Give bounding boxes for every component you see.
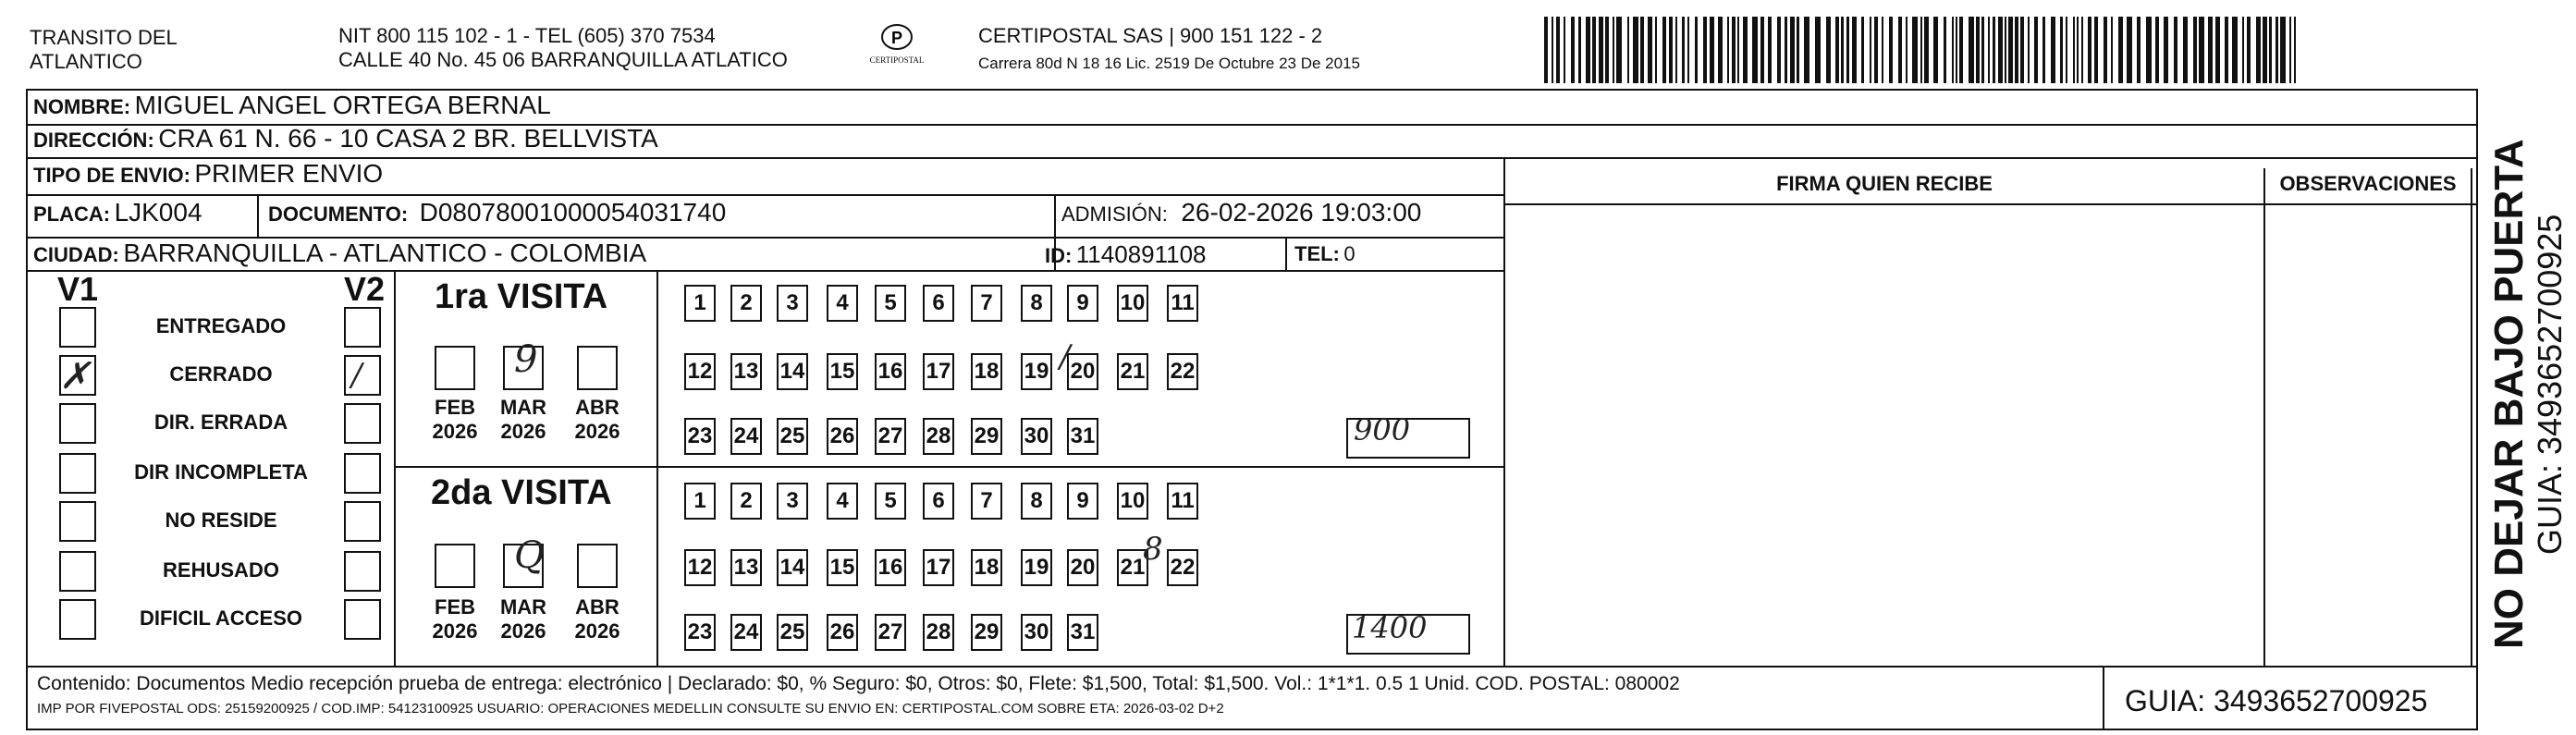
status-label: DIR. ERRADA xyxy=(153,410,288,434)
divider xyxy=(394,466,1503,468)
status-label: NO RESIDE xyxy=(165,508,277,532)
first-visit-day[interactable]: 4 xyxy=(827,285,858,322)
ciudad-row xyxy=(33,239,646,268)
status-label: DIR INCOMPLETA xyxy=(134,460,308,484)
imp-text: IMP POR FIVEPOSTAL ODS: 25159200925 / COD.IMP: 54123100925 USUARIO: OPERACIONES MEDELLIN CONSULTE SU ENVIO EN: CERTIPOSTAL.COM SOBRE ETA: 2026-03-02 D+2 xyxy=(37,701,1224,717)
barcode-bar xyxy=(1861,17,1864,83)
barcode-bar xyxy=(2294,17,2296,83)
barcode-bar xyxy=(1605,17,1609,83)
v2-checkbox[interactable] xyxy=(344,355,381,396)
divider xyxy=(2103,668,2104,730)
handwritten-mark: 8 xyxy=(1143,531,1163,568)
first-visit-day[interactable]: 9 xyxy=(1067,285,1098,322)
divider xyxy=(394,270,396,666)
barcode-bar xyxy=(1743,17,1748,83)
barcode-bar xyxy=(1846,17,1849,83)
second-visit-day[interactable]: 13 xyxy=(730,549,762,586)
first-visit-day[interactable]: 13 xyxy=(730,353,762,390)
barcode-bar xyxy=(2060,17,2063,83)
barcode-bar xyxy=(2164,17,2168,83)
second-visit-day[interactable]: 24 xyxy=(730,614,762,651)
barcode-bar xyxy=(2174,17,2177,83)
first-visit-day[interactable]: 6 xyxy=(923,285,954,322)
second-visit-day[interactable]: 12 xyxy=(684,549,716,586)
first-visit-day[interactable]: 23 xyxy=(684,418,716,455)
company-license: Carrera 80d N 18 16 Lic. 2519 De Octubre 23 De 2015 xyxy=(978,55,1360,72)
divider xyxy=(26,666,2478,668)
status-label: REHUSADO xyxy=(163,558,279,582)
v1-checkbox[interactable] xyxy=(59,453,96,494)
barcode-bar xyxy=(2005,17,2006,83)
v2-checkbox[interactable] xyxy=(344,599,381,640)
tel-value: 0 xyxy=(1343,242,1355,265)
barcode-bar xyxy=(1790,17,1795,83)
barcode-bar xyxy=(2081,17,2083,83)
barcode-bar xyxy=(2088,17,2091,83)
second-visit-day[interactable]: 17 xyxy=(923,549,954,586)
divider xyxy=(26,157,2478,159)
barcode-bar xyxy=(1703,17,1707,83)
barcode-bar xyxy=(2193,17,2197,83)
first-visit-day[interactable]: 11 xyxy=(1167,285,1198,322)
divider xyxy=(2471,168,2472,668)
second-visit-day[interactable]: 19 xyxy=(1021,549,1052,586)
handwritten-mark: 9 xyxy=(514,338,538,381)
barcode-bar xyxy=(1815,17,1821,83)
month-label: MAR xyxy=(499,595,547,619)
first-visit-day[interactable]: 27 xyxy=(875,418,906,455)
barcode-bar xyxy=(1874,17,1878,83)
first-visit-day[interactable]: 26 xyxy=(827,418,858,455)
barcode-bar xyxy=(2256,17,2261,83)
first-visit-day[interactable]: 18 xyxy=(971,353,1002,390)
second-visit-day[interactable]: 4 xyxy=(827,483,858,520)
no-dejar-bajo-puerta: NO DEJAR BAJO PUERTA xyxy=(2486,139,2532,649)
barcode-bar xyxy=(2247,17,2251,83)
barcode-bar xyxy=(1882,17,1883,83)
admision-label: ADMISIÓN: xyxy=(1061,202,1168,226)
barcode-bar xyxy=(1870,17,1871,83)
v2-cerrado-mark: / xyxy=(351,357,362,394)
barcode-bar xyxy=(1544,17,1548,83)
barcode-bar xyxy=(1959,17,1963,83)
second-visit-day[interactable]: 20 xyxy=(1067,549,1098,586)
second-visit-day[interactable]: 29 xyxy=(971,614,1002,651)
id-value: 1140891108 xyxy=(1075,240,1207,268)
contenido-text: Contenido: Documentos Medio recepción prueba de entrega: electrónico | Declarado: $0, % Seguro: $0, Otros: $0, Flete: $1,500, Total: $1,500. Vol.: 1*1*1. 0.5 1 Unid. COD. POSTAL: 080002 xyxy=(37,673,1680,694)
second-visit-month-box[interactable] xyxy=(435,544,475,588)
second-visit-day[interactable]: 15 xyxy=(827,549,858,586)
first-visit-day[interactable]: 14 xyxy=(777,353,808,390)
first-visit-day[interactable]: 28 xyxy=(923,418,954,455)
second-visit-day[interactable]: 5 xyxy=(875,483,906,520)
barcode-bar xyxy=(1695,17,1698,83)
barcode-bar xyxy=(1852,17,1857,83)
v1-label: V1 xyxy=(57,270,99,308)
barcode-bar xyxy=(2104,17,2107,83)
divider xyxy=(26,194,1505,196)
second-visit-title: 2da VISITA xyxy=(431,473,612,512)
placa-row xyxy=(33,198,202,227)
month-label: ABR xyxy=(575,595,619,619)
handwritten-mark: Q xyxy=(514,534,545,577)
second-visit-day[interactable]: 23 xyxy=(684,614,716,651)
barcode-bar xyxy=(1682,17,1685,83)
v1-checkbox[interactable] xyxy=(59,551,96,592)
barcode-bar xyxy=(1752,17,1758,83)
barcode-bar xyxy=(1944,17,1946,83)
first-visit-month-box[interactable] xyxy=(577,346,618,390)
first-visit-day[interactable]: 25 xyxy=(777,418,808,455)
barcode-bar xyxy=(2146,17,2152,83)
barcode-bar xyxy=(2111,17,2113,83)
divider xyxy=(656,270,658,666)
month-year: 2026 xyxy=(574,420,620,443)
second-visit-month-box[interactable] xyxy=(577,544,618,588)
firma-header: FIRMA QUIEN RECIBE xyxy=(1776,172,1993,195)
second-visit-day[interactable]: 11 xyxy=(1167,483,1198,520)
barcode-bar xyxy=(2034,17,2038,83)
first-visit-day[interactable]: 7 xyxy=(971,285,1002,322)
barcode-bar xyxy=(1727,17,1729,83)
nombre-label: NOMBRE: xyxy=(33,95,131,118)
second-visit-day[interactable]: 14 xyxy=(777,549,808,586)
nombre-value: MIGUEL ANGEL ORTEGA BERNAL xyxy=(134,91,551,119)
documento-value: D08078001000054031740 xyxy=(419,198,727,227)
divider xyxy=(26,270,1505,272)
barcode-bar xyxy=(2028,17,2030,83)
v2-label: V2 xyxy=(344,270,386,308)
tel-row xyxy=(1294,242,1355,266)
barcode-bar xyxy=(1976,17,1980,83)
direccion-row xyxy=(33,124,658,153)
first-visit-day[interactable]: 5 xyxy=(875,285,906,322)
month-label: ABR xyxy=(575,396,619,419)
placa-label: PLACA: xyxy=(33,202,111,226)
barcode-bar xyxy=(1988,17,1990,83)
documento-row xyxy=(268,198,726,227)
v2-checkbox[interactable] xyxy=(344,403,381,444)
second-visit-day[interactable]: 25 xyxy=(777,614,808,651)
ciudad-value: BARRANQUILLA - ATLANTICO - COLOMBIA xyxy=(123,239,647,267)
divider xyxy=(1503,157,1505,668)
second-visit-day[interactable]: 1 xyxy=(684,483,716,520)
company-info: CERTIPOSTAL SAS | 900 151 122 - 2 xyxy=(978,24,1323,47)
first-visit-day[interactable]: 30 xyxy=(1021,418,1052,455)
sender-name-line1: TRANSITO DEL xyxy=(30,26,178,49)
barcode-bar xyxy=(1718,17,1723,83)
id-row xyxy=(1045,240,1207,269)
v2-checkbox[interactable] xyxy=(344,307,381,348)
status-label: ENTREGADO xyxy=(155,314,287,337)
barcode-bar xyxy=(1906,17,1907,83)
barcode-bar xyxy=(1768,17,1772,83)
barcode-bar xyxy=(2208,17,2213,83)
first-visit-day[interactable]: 1 xyxy=(684,285,716,322)
barcode-bar xyxy=(2280,17,2286,83)
second-visit-day[interactable]: 3 xyxy=(777,483,808,520)
barcode-bar xyxy=(1599,17,1603,83)
barcode-bar xyxy=(2183,17,2188,83)
barcode-bar xyxy=(2051,17,2055,83)
first-visit-day[interactable]: 20 xyxy=(1067,353,1098,390)
first-visit-day[interactable]: 22 xyxy=(1167,353,1198,390)
first-visit-month-box[interactable] xyxy=(435,346,475,390)
direccion-value: CRA 61 N. 66 - 10 CASA 2 BR. BELLVISTA xyxy=(158,124,658,153)
barcode-bar xyxy=(2015,17,2018,83)
v2-checkbox[interactable] xyxy=(344,453,381,494)
second-visit-day[interactable]: 31 xyxy=(1067,614,1098,651)
barcode-bar xyxy=(1627,17,1629,83)
barcode-bar xyxy=(1655,17,1657,83)
barcode-bar xyxy=(1835,17,1839,83)
barcode-bar xyxy=(1633,17,1638,83)
barcode-bar xyxy=(2289,17,2291,83)
divider xyxy=(257,194,259,237)
sender-name-line2: ATLANTICO xyxy=(30,50,142,73)
barcode xyxy=(1544,17,2302,83)
second-visit-day[interactable]: 28 xyxy=(923,614,954,651)
month-label: FEB xyxy=(435,595,475,619)
second-visit-day[interactable]: 26 xyxy=(827,614,858,651)
barcode-bar xyxy=(1889,17,1893,83)
barcode-bar xyxy=(1648,17,1652,83)
second-visit-day[interactable]: 10 xyxy=(1117,483,1148,520)
barcode-bar xyxy=(1613,17,1614,83)
first-visit-day[interactable]: 17 xyxy=(923,353,954,390)
status-label: CERRADO xyxy=(169,362,273,386)
barcode-bar xyxy=(1687,17,1689,83)
barcode-bar xyxy=(2263,17,2267,83)
barcode-bar xyxy=(2215,17,2220,83)
barcode-bar xyxy=(1616,17,1622,83)
barcode-bar xyxy=(2042,17,2045,83)
month-label: MAR xyxy=(499,396,547,419)
v1-checkbox[interactable] xyxy=(59,403,96,444)
handwritten-time-first: 900 xyxy=(1354,412,1411,447)
second-visit-day[interactable]: 7 xyxy=(971,483,1002,520)
second-visit-day[interactable]: 6 xyxy=(923,483,954,520)
barcode-bar xyxy=(1924,17,1929,83)
month-label: FEB xyxy=(435,396,475,419)
month-year: 2026 xyxy=(500,619,546,643)
barcode-bar xyxy=(1669,17,1673,83)
divider xyxy=(1505,203,2478,205)
month-year: 2026 xyxy=(432,619,478,643)
side-guia-block xyxy=(2532,94,2569,557)
barcode-bar xyxy=(1998,17,2003,83)
first-visit-day[interactable]: 24 xyxy=(730,418,762,455)
status-label: DIFICIL ACCESO xyxy=(139,606,302,630)
first-visit-day[interactable]: 3 xyxy=(777,285,808,322)
barcode-bar xyxy=(1552,17,1553,83)
barcode-bar xyxy=(2137,17,2141,83)
sender-nit: NIT 800 115 102 - 1 - TEL (605) 370 7534 xyxy=(338,24,716,47)
barcode-bar xyxy=(1571,17,1575,83)
barcode-bar xyxy=(2094,17,2098,83)
barcode-bar xyxy=(2232,17,2238,83)
id-label: ID: xyxy=(1045,244,1073,267)
barcode-bar xyxy=(1710,17,1714,83)
divider xyxy=(2263,168,2265,668)
second-visit-day[interactable]: 30 xyxy=(1021,614,1052,651)
barcode-bar xyxy=(1586,17,1590,83)
barcode-bar xyxy=(2077,17,2079,83)
second-visit-day[interactable]: 27 xyxy=(875,614,906,651)
first-visit-day[interactable]: 16 xyxy=(875,353,906,390)
first-visit-day[interactable]: 15 xyxy=(827,353,858,390)
barcode-bar xyxy=(1969,17,1974,83)
barcode-bar xyxy=(2275,17,2278,83)
barcode-bar xyxy=(1777,17,1781,83)
barcode-bar xyxy=(1826,17,1831,83)
second-visit-day[interactable]: 9 xyxy=(1067,483,1098,520)
barcode-bar xyxy=(1841,17,1844,83)
admision-value: 26-02-2026 19:03:00 xyxy=(1181,198,1422,227)
tipo-envio-value: PRIMER ENVIO xyxy=(194,159,384,188)
barcode-bar xyxy=(1920,17,1922,83)
month-year: 2026 xyxy=(574,619,620,643)
month-year: 2026 xyxy=(500,420,546,443)
barcode-bar xyxy=(2118,17,2123,83)
tipo-envio-label: TIPO DE ENVIO: xyxy=(33,164,190,187)
second-visit-day[interactable]: 18 xyxy=(971,549,1002,586)
month-year: 2026 xyxy=(432,420,478,443)
svg-text:P: P xyxy=(890,29,903,47)
first-visit-day[interactable]: 2 xyxy=(730,285,762,322)
barcode-bar xyxy=(1732,17,1736,83)
barcode-bar xyxy=(1737,17,1739,83)
barcode-bar xyxy=(2199,17,2204,83)
barcode-bar xyxy=(1912,17,1918,83)
barcode-bar xyxy=(2225,17,2228,83)
barcode-bar xyxy=(1578,17,1581,83)
barcode-bar xyxy=(1556,17,1560,83)
logo-text: CERTIPOSTAL xyxy=(869,55,925,65)
barcode-bar xyxy=(1675,17,1677,83)
barcode-bar xyxy=(1760,17,1764,83)
barcode-bar xyxy=(1662,17,1666,83)
documento-label: DOCUMENTO: xyxy=(268,202,409,226)
barcode-bar xyxy=(2155,17,2159,83)
barcode-bar xyxy=(2066,17,2067,83)
barcode-bar xyxy=(1933,17,1938,83)
barcode-bar xyxy=(1981,17,1984,83)
second-visit-day[interactable]: 22 xyxy=(1167,549,1198,586)
handwritten-time-second: 1400 xyxy=(1352,610,1428,645)
second-visit-day[interactable]: 16 xyxy=(875,549,906,586)
footer-guia: GUIA: 3493652700925 xyxy=(2125,684,2428,717)
barcode-bar xyxy=(1804,17,1809,83)
first-visit-day[interactable]: 29 xyxy=(971,418,1002,455)
sender-address: CALLE 40 No. 45 06 BARRANQUILLA ATLATICO xyxy=(338,48,788,71)
barcode-bar xyxy=(2269,17,2272,83)
second-visit-day[interactable]: 8 xyxy=(1021,483,1052,520)
barcode-bar xyxy=(2073,17,2075,83)
tipo-envio-row xyxy=(33,159,383,189)
v2-checkbox[interactable] xyxy=(344,551,381,592)
first-visit-day[interactable]: 31 xyxy=(1067,418,1098,455)
barcode-bar xyxy=(1956,17,1957,83)
v1-checkbox[interactable] xyxy=(59,599,96,640)
v1-checkbox[interactable] xyxy=(59,307,96,348)
nombre-row xyxy=(33,91,551,120)
barcode-bar xyxy=(2242,17,2244,83)
first-visit-day[interactable]: 12 xyxy=(684,353,716,390)
barcode-bar xyxy=(2008,17,2013,83)
barcode-bar xyxy=(2020,17,2024,83)
second-visit-day[interactable]: 2 xyxy=(730,483,762,520)
first-visit-day[interactable]: 21 xyxy=(1117,353,1148,390)
barcode-bar xyxy=(1797,17,1799,83)
v1-checkbox[interactable] xyxy=(59,501,96,542)
side-guia: GUIA: 3493652700925 xyxy=(2531,214,2569,555)
second-visit-day[interactable]: 21 xyxy=(1117,549,1148,586)
barcode-bar xyxy=(2127,17,2132,83)
barcode-bar xyxy=(1898,17,1902,83)
direccion-label: DIRECCIÓN: xyxy=(33,129,154,152)
placa-value: LJK004 xyxy=(114,198,202,227)
tel-label: TEL: xyxy=(1294,242,1340,265)
first-visit-day[interactable]: 19 xyxy=(1021,353,1052,390)
divider xyxy=(1285,237,1287,270)
admision-row xyxy=(1061,198,1421,227)
barcode-bar xyxy=(1564,17,1565,83)
barcode-bar xyxy=(1592,17,1596,83)
handwritten-mark: / xyxy=(1060,338,1071,375)
observaciones-header: OBSERVACIONES xyxy=(2279,172,2457,195)
first-visit-day[interactable]: 8 xyxy=(1021,285,1052,322)
barcode-bar xyxy=(1640,17,1644,83)
first-visit-title: 1ra VISITA xyxy=(435,277,608,316)
first-visit-day[interactable]: 10 xyxy=(1117,285,1148,322)
certipostal-logo xyxy=(860,20,934,72)
barcode-bar xyxy=(1785,17,1787,83)
barcode-bar xyxy=(1993,17,1995,83)
v2-checkbox[interactable] xyxy=(344,501,381,542)
barcode-bar xyxy=(1952,17,1954,83)
v1-cerrado-mark: ✗ xyxy=(59,355,91,398)
ciudad-label: CIUDAD: xyxy=(33,243,119,266)
